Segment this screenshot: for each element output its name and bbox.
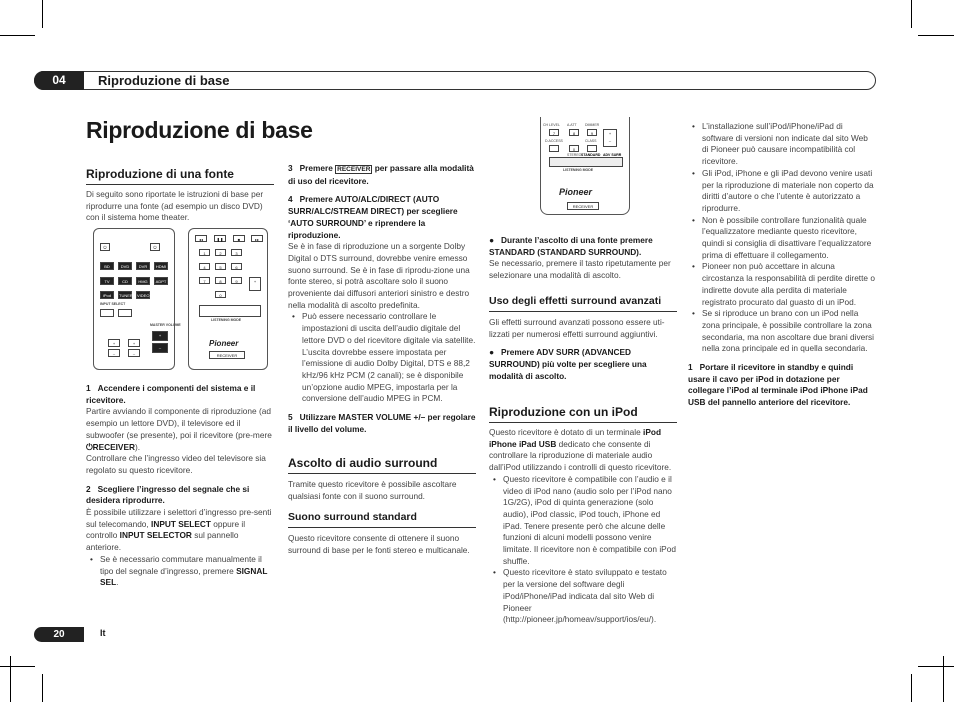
standard-text: Questo ricevitore consente di ottenere il suono surround di base per le fonti stereo e multicanale.: [288, 533, 470, 555]
volume-tv-down-button: –: [128, 349, 140, 357]
volume-tv-up-button: +: [128, 339, 140, 347]
pioneer-logo: Pioneer: [559, 187, 593, 197]
during-title: ● Durante l’ascolto di una fonte premere STANDARD (STANDARD SURROUND).: [489, 235, 653, 257]
section-advanced-surround: [489, 294, 677, 383]
step-4-title: 4 Premere AUTO/ALC/DIRECT (AUTO SURR/ALC/STREAM DIRECT) per scegliere ‘AUTO SURROUND’ e riprendere la riproduzione.: [288, 194, 458, 240]
number-button: 7: [199, 277, 210, 284]
section-heading: Suono surround standard: [288, 510, 476, 528]
crop-mark: [42, 0, 43, 28]
rewind-icon: ◂◂: [195, 235, 207, 242]
remote-button: CD: [118, 277, 132, 285]
remote-illustration-right: [188, 228, 268, 370]
step-2-text: È possibile utilizzare i selettori d’ingresso pre-senti sul telecomando, INPUT SELECT oppure il controllo INPUT SELECTOR sul pannello anteriore.: [86, 507, 272, 553]
ipod-bullets: [489, 474, 677, 626]
adv-text: Gli effetti surround avanzati possono essere uti-lizzati per numerosi effetti surround aggiuntivi.: [489, 317, 665, 339]
crop-mark: [943, 656, 944, 702]
number-button: 6: [231, 263, 242, 270]
pause-icon: ❚❚: [214, 235, 226, 242]
remote-label: D.ACCESS: [545, 139, 563, 143]
number-button: 0: [569, 145, 579, 152]
crop-mark: [0, 35, 35, 36]
number-button: 9: [231, 277, 242, 284]
section-surround: [288, 456, 476, 502]
remote-button: HDMI: [155, 264, 167, 269]
forward-icon: ▸▸: [251, 235, 263, 242]
during-text: Se necessario, premere il tasto ripetutamente per selezionare una modalità di ascolto.: [489, 258, 671, 281]
receiver-label: RECEIVER: [567, 202, 599, 210]
number-button: 8: [569, 129, 579, 136]
section-heading: Ascolto di audio surround: [288, 456, 476, 474]
remote-button: DVD: [118, 262, 132, 270]
master-volume-label: MASTER VOLUME: [150, 323, 181, 327]
number-button: 2: [215, 249, 226, 256]
crop-mark: [918, 35, 954, 36]
crop-mark: [42, 674, 43, 702]
crop-mark: [911, 674, 912, 702]
step-1-title: 1 Portare il ricevitore in standby e quindi usare il cavo per iPod in dotazione per collegare l’iPod al terminale iPod iPhone iPad USB del pannello anteriore del ricevitore.: [688, 362, 868, 408]
power-icon: ⏻: [150, 243, 160, 251]
listening-mode-label: LISTENING MODE: [211, 318, 242, 322]
chapter-number: 04: [34, 71, 84, 90]
remote-button: DVR: [136, 262, 150, 270]
volume-up-button: +: [152, 331, 168, 341]
volume-down-button: –: [152, 343, 168, 353]
listening-mode-buttons: [549, 157, 623, 167]
list-item: • Questo ricevitore è compatibile con l’audio e il video di iPod nano (audio solo per l’iPod nano 1G/2G), iPod di quinta generazione (solo audio), iPod classic, iPod touch, iPhone ed iPad. Tenere presente però che alcune delle funzioni di alcuni modelli possono venire limitate. Il ricevitore non è compatibile con iPod shuffle.: [503, 474, 677, 568]
remote-label: A.ATT: [567, 123, 577, 127]
section-standard-step: [489, 235, 677, 282]
remote-label: STANDARD: [581, 153, 601, 157]
steps-col2: [288, 163, 476, 435]
list-item: • L’installazione sull’iPod/iPhone/iPad di software di versioni non indicate dal sito Web di Pioneer può causare incompatibilità col ricevitore.: [702, 121, 876, 168]
remote-illustration-detail: [540, 117, 630, 215]
power-icon: ⏻: [100, 243, 110, 251]
pioneer-logo: Pioneer: [209, 339, 239, 348]
ipod-notes: [688, 121, 876, 409]
ipod-note-bullets: [688, 121, 876, 355]
list-item: • Pioneer non può accettare in alcuna circostanza la responsabilità di perdite dirette o indirette dovute alla perdita di materiale registrato procurato dal guasto di un iPod.: [702, 261, 876, 308]
remote-button: [100, 309, 114, 317]
crop-mark: [918, 666, 954, 667]
remote-button: ADPT: [155, 279, 167, 284]
number-button: 0: [215, 291, 226, 298]
steps-col1: [86, 383, 274, 589]
remote-label: STEREO: [567, 153, 582, 157]
list-item: • Gli iPod, iPhone e gli iPad devono venire usati per la riproduzione di materiale non coperto da diritti d’autore o che l’utente è autorizzato a riprodurre.: [702, 168, 876, 215]
listening-mode-buttons: [199, 305, 261, 317]
channel-button: +: [249, 277, 261, 291]
page-number: 20: [34, 627, 84, 642]
remote-button: BD: [100, 262, 114, 270]
remote-label: CH LEVEL: [543, 123, 560, 127]
remote-button: iPod: [100, 291, 114, 299]
list-item: • Può essere necessario controllare le impostazioni di uscita dell’audio digitale del lettore DVD o del ricevitore digitale via satellite. L’uscita dovrebbe essere impostata per l’emissione di audio Dolby Digital, DTS e 88,2 kHz/96 kHz PCM (2 canali); se è disponibile un’opzione audio MPEG, impostarla per la conversione dell’audio MPEG in PCM.: [302, 311, 476, 405]
number-button: 3: [231, 249, 242, 256]
crop-mark: [911, 0, 912, 28]
step-1-title: 1 Accendere i componenti del sistema e il ricevitore.: [86, 383, 256, 405]
chapter-title: Riproduzione di base: [98, 73, 230, 88]
remote-label: DIMMER: [585, 123, 600, 127]
channel-button: + –: [603, 129, 617, 147]
number-button: 5: [215, 263, 226, 270]
remote-button: [549, 145, 559, 152]
number-button: 4: [199, 263, 210, 270]
section-play-source: [86, 167, 274, 224]
number-button: 1: [199, 249, 210, 256]
step-3-title: 3 Premere RECEIVER per passare alla modalità di uso del ricevitore.: [288, 163, 474, 186]
section-standard-surround: [288, 510, 476, 556]
page-title: Riproduzione di base: [86, 117, 313, 143]
list-item: • Questo ricevitore è stato sviluppato e testato per la versione del software degli iPod/iPhone/iPad indicata dal sito Web di Pioneer (http://pioneer.jp/homeav/support/ios/eu/).: [503, 567, 677, 626]
listening-mode-label: LISTENING MODE: [563, 168, 594, 172]
number-button: 8: [215, 277, 226, 284]
remote-button: TV: [100, 277, 114, 285]
section-heading: Uso degli effetti surround avanzati: [489, 294, 677, 312]
number-button: 7: [549, 129, 559, 136]
remote-label: CLASS: [585, 139, 597, 143]
surround-text: Tramite questo ricevitore è possibile ascoltare qualsiasi fonte con il suono surround.: [288, 479, 457, 501]
step-2-title: 2 Scegliere l’ingresso del segnale che si desidera riprodurre.: [86, 483, 250, 506]
remote-button: HMG: [136, 277, 150, 285]
channel-up-button: +: [108, 339, 120, 347]
crop-mark: [0, 666, 35, 667]
step-4-text: Se è in fase di riproduzione un a sorgente Dolby Digital o DTS surround, dovrebbe venire emesso suono surround. Se è in fase di riprodu-zione una fonte stereo, si potrà ascoltare solo il suono proveniente dai diffusori anteriori sinistro e destro nella modalità di ascolto predefinita.: [288, 241, 470, 310]
list-item: • Se si riproduce un brano con un iPod nella zona principale, è possibile controllare la zona secondaria, ma non ascoltare due brani diversi nella zona principale ed in quella secondaria.: [702, 308, 876, 355]
section-heading: Riproduzione di una fonte: [86, 167, 274, 185]
list-item: • Se è necessario commutare manualmente il tipo del segnale d’ingresso, premere SIGNAL SEL.: [100, 554, 274, 589]
step-1-text-2: Controllare che l’ingresso video del televisore sia regolato su questo ricevitore.: [86, 453, 266, 475]
remote-button: VIDEO: [137, 293, 150, 298]
remote-illustration-left: [93, 228, 181, 370]
channel-down-button: –: [108, 349, 120, 357]
step-1-text: Partire avviando il componente di riproduzione (ad esempio un lettore DVD), il televisore ed il subwoofer (se presente), poi il ricevitore (pre-mere ⏻RECEIVER).: [86, 406, 272, 452]
input-select-label: INPUT SELECT: [100, 302, 126, 306]
remote-button: [587, 145, 597, 152]
adv-step: ● Premere ADV SURR (ADVANCED SURROUND) più volte per scegliere una modalità di ascolto.: [489, 347, 647, 381]
step-4-bullets: [288, 311, 476, 405]
section-heading: Riproduzione con un iPod: [489, 405, 677, 423]
number-button: 9: [587, 129, 597, 136]
intro-text: Di seguito sono riportate le istruzioni di base per riprodurre una fonte (ad esempio un disco DVD) con il sistema home theater.: [86, 189, 264, 223]
stop-icon: ■: [233, 235, 245, 242]
remote-label: ADV SURR: [603, 153, 622, 157]
step-2-bullets: [86, 554, 274, 589]
step-5-title: 5 Utilizzare MASTER VOLUME +/– per regolare il livello del volume.: [288, 412, 476, 434]
ipod-text: Questo ricevitore è dotato di un terminale iPod iPhone iPad USB dedicato che consente di controllare la riproduzione di materiale audio dall’iPod utilizzando i controlli di questo ricevitore.: [489, 427, 672, 473]
remote-button: [118, 309, 132, 317]
remote-button: TUNER: [119, 293, 133, 298]
list-item: • Non è possibile controllare funzionalità quale l’equalizzatore mediante questo ricevitore, quindi si consiglia di disattivare l’equalizzatore prima di effettuare il collegamento.: [702, 215, 876, 262]
crop-mark: [10, 656, 11, 702]
page-language: It: [100, 628, 106, 638]
section-ipod: [489, 405, 677, 626]
receiver-label: RECEIVER: [209, 351, 245, 359]
